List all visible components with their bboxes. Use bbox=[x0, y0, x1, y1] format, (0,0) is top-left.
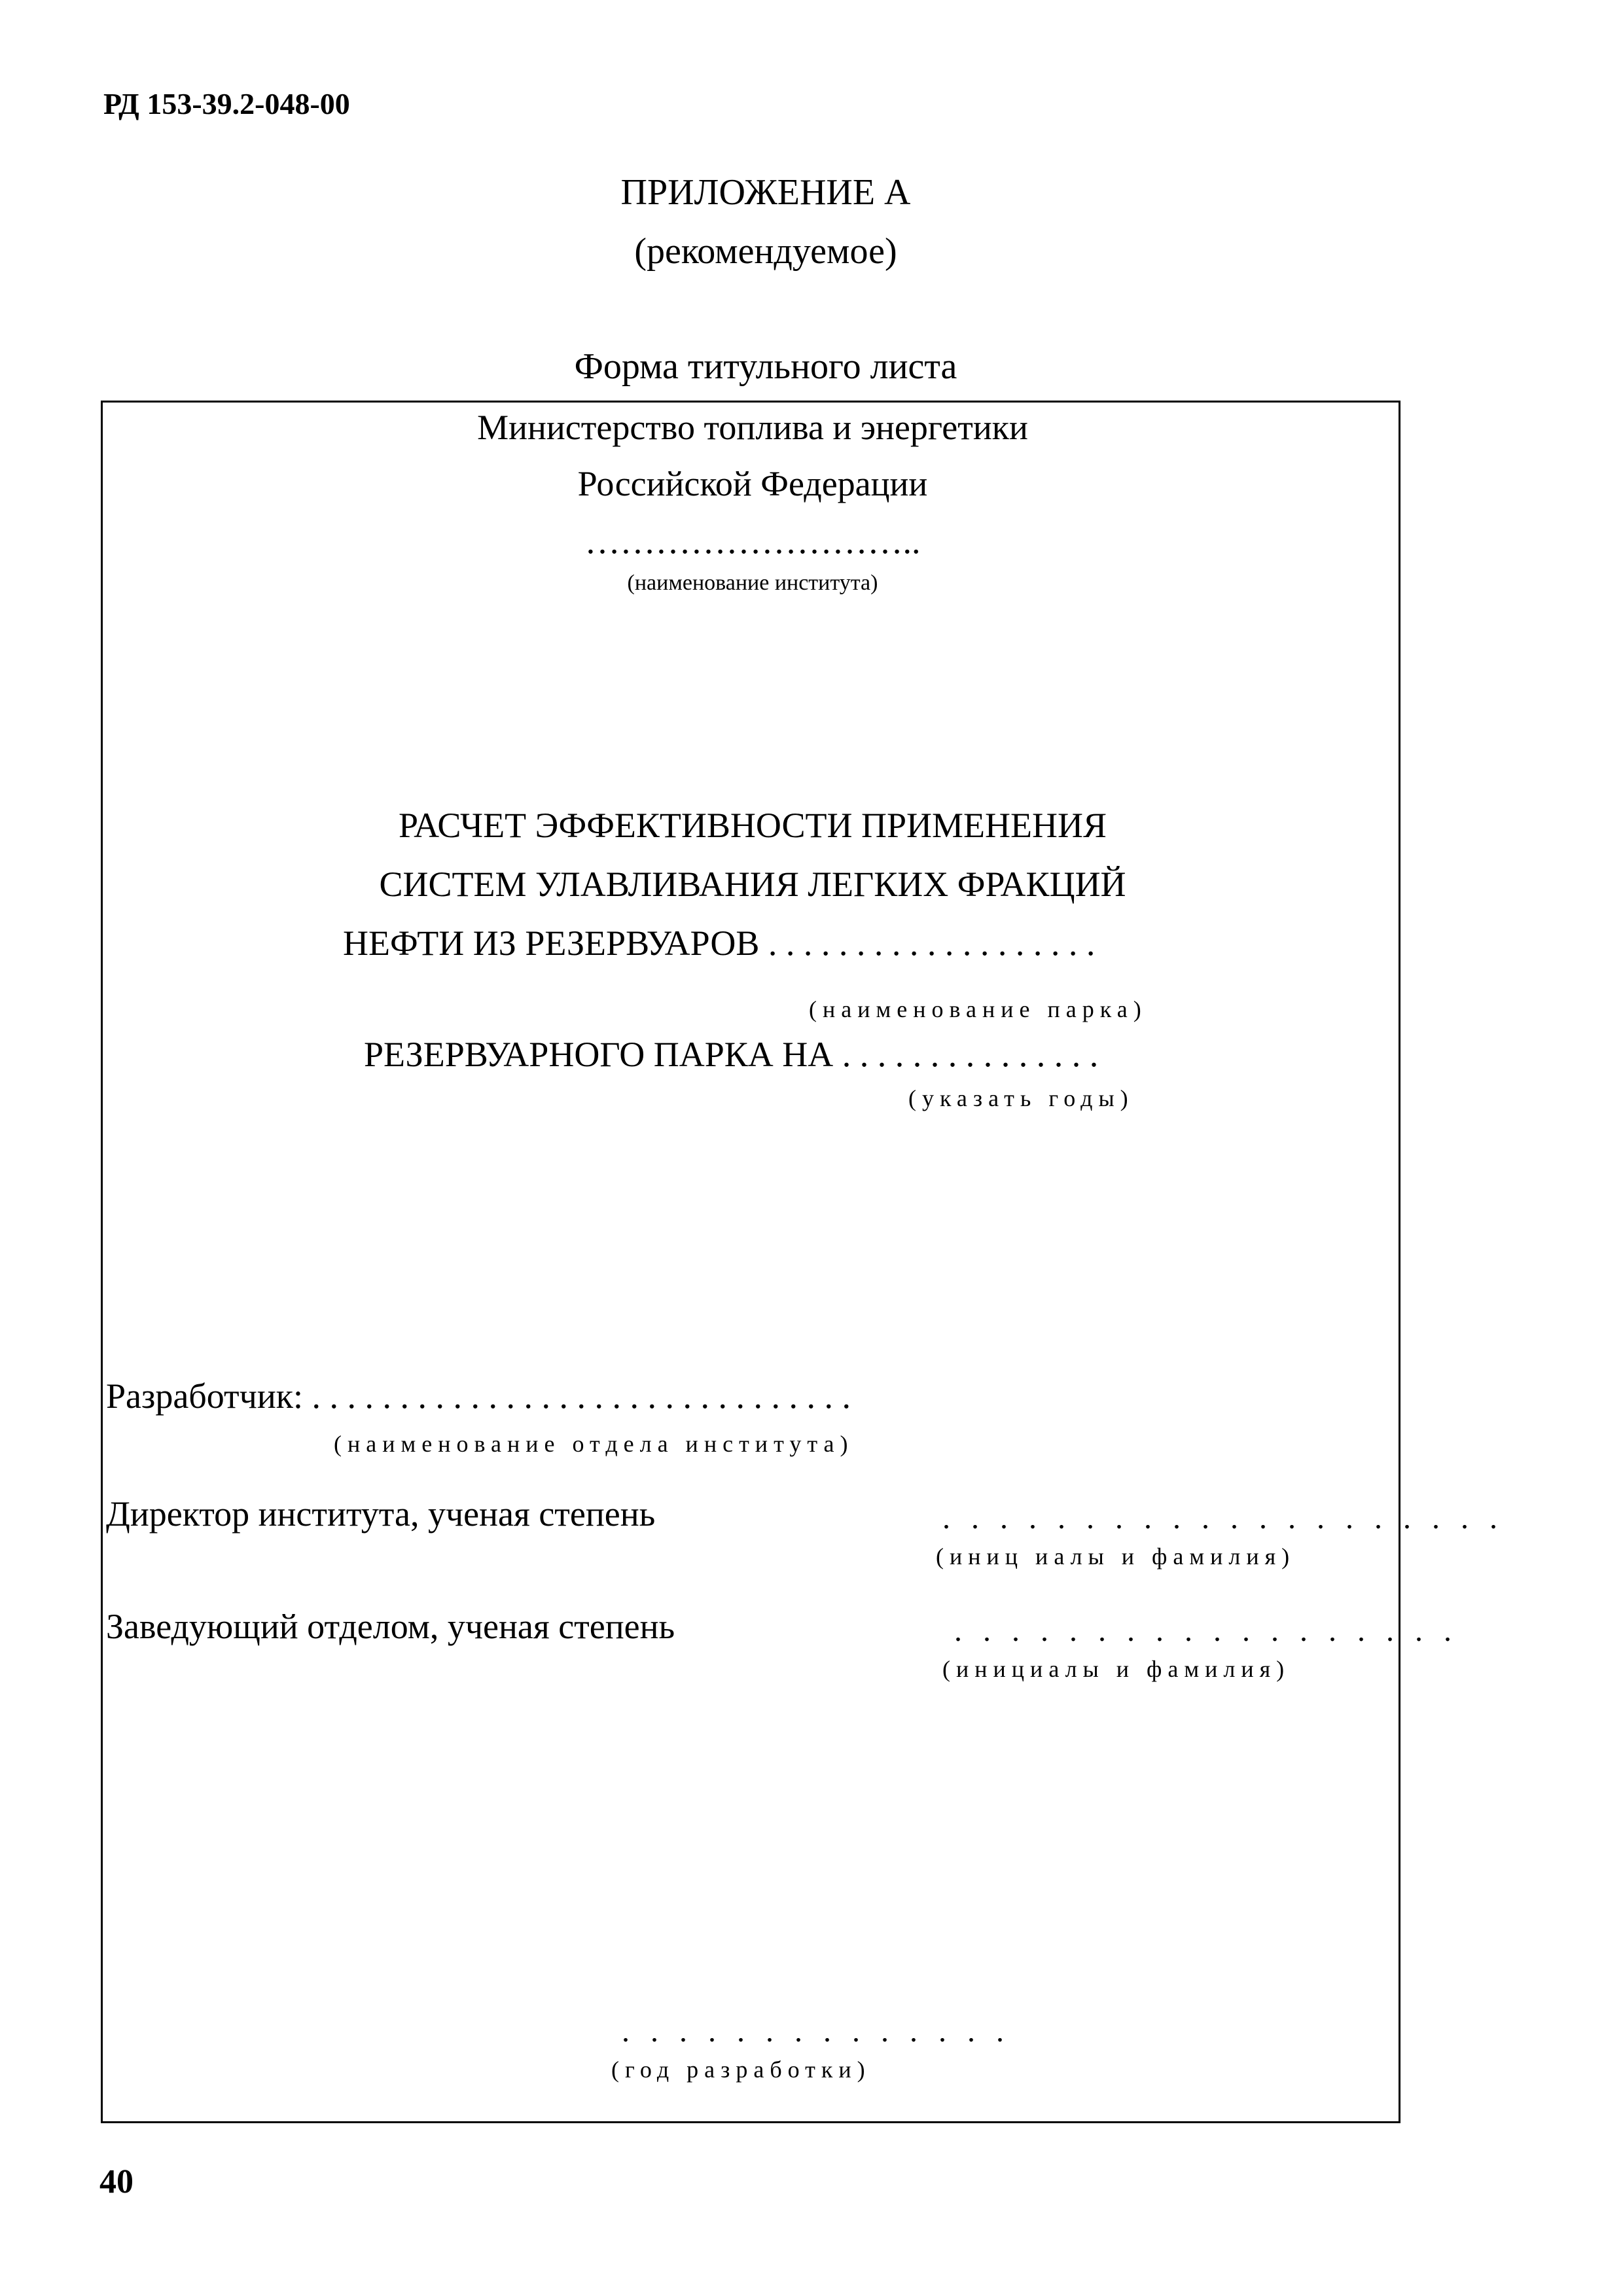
development-year-dots: . . . . . . . . . . . . . . bbox=[622, 2014, 1010, 2049]
ministry-line-2: Российской Федерации bbox=[577, 464, 928, 503]
head-signature-dots: . . . . . . . . . . . . . . . . . . bbox=[954, 1613, 1458, 1648]
years-caption: (указать годы) bbox=[908, 1085, 1134, 1111]
development-year-caption: (год разработки) bbox=[611, 2056, 871, 2083]
report-title-line-3: НЕФТИ ИЗ РЕЗЕРВУАРОВ . . . . . . . . . . . . . . . . . . . bbox=[343, 924, 1096, 963]
title-page-form-frame bbox=[101, 401, 1400, 2123]
developer-label: Разработчик: . . . . . . . . . . . . . . . . . . . . . . . . . . . . . . . bbox=[106, 1376, 851, 1416]
director-signature-dots: . . . . . . . . . . . . . . . . . . . . bbox=[942, 1501, 1504, 1535]
page-number: 40 bbox=[99, 2163, 134, 2200]
appendix-title: ПРИЛОЖЕНИЕ А bbox=[620, 172, 911, 213]
park-name-caption: (наименование парка) bbox=[809, 996, 1147, 1022]
developer-caption: (наименование отдела института) bbox=[334, 1431, 854, 1457]
appendix-subtitle: (рекомендуемое) bbox=[634, 231, 897, 272]
ministry-line-1: Министерство топлива и энергетики bbox=[477, 408, 1028, 447]
director-caption: (иниц иалы и фамилия) bbox=[936, 1543, 1296, 1570]
report-title-line-1: РАСЧЕТ ЭФФЕКТИВНОСТИ ПРИМЕНЕНИЯ bbox=[398, 806, 1107, 845]
head-of-department-label: Заведующий отделом, ученая степень bbox=[106, 1607, 675, 1646]
report-title-line-4: РЕЗЕРВУАРНОГО ПАРКА НА . . . . . . . . . . . . . . . bbox=[364, 1035, 1099, 1074]
institute-name-dots: ……………………….. bbox=[584, 522, 921, 561]
form-title: Форма титульного листа bbox=[574, 346, 957, 387]
head-caption: (инициалы и фамилия) bbox=[942, 1656, 1291, 1682]
institute-name-caption: (наименование института) bbox=[627, 571, 878, 595]
document-code: РД 153-39.2-048-00 bbox=[103, 87, 350, 120]
report-title-line-2: СИСТЕМ УЛАВЛИВАНИЯ ЛЕГКИХ ФРАКЦИЙ bbox=[379, 865, 1126, 904]
director-label: Директор института, ученая степень bbox=[106, 1494, 656, 1534]
